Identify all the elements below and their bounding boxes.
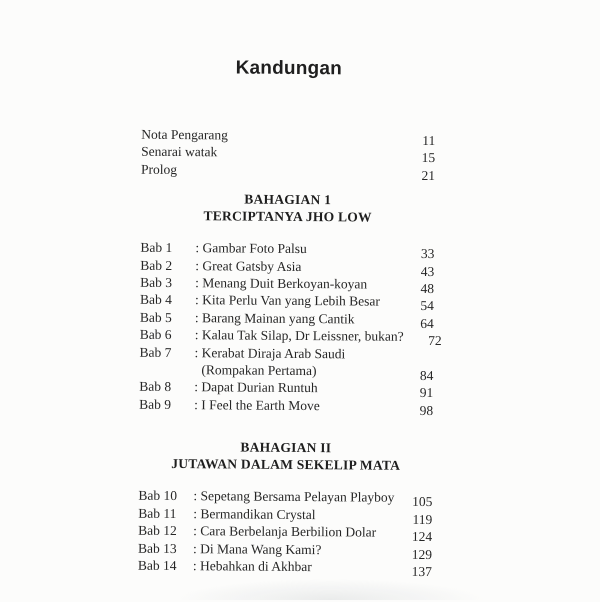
section-heading-line2: TERCIPTANYA JHO LOW bbox=[141, 207, 435, 226]
page-number: 129 bbox=[394, 545, 432, 563]
chapter-label: Bab 1 bbox=[140, 239, 195, 257]
chapter-title: : Kita Perlu Van yang Lebih Besar bbox=[195, 292, 396, 311]
toc-entry bbox=[138, 539, 432, 559]
toc-entry bbox=[140, 343, 434, 363]
chapter-label: Bab 6 bbox=[140, 326, 195, 344]
chapter-label: Bab 9 bbox=[139, 396, 194, 414]
page-number: 119 bbox=[394, 510, 432, 528]
chapter-label: Bab 4 bbox=[140, 291, 195, 309]
toc-entry bbox=[141, 143, 435, 163]
toc-entry bbox=[138, 522, 432, 542]
page-number: 33 bbox=[396, 245, 434, 263]
toc-entry bbox=[138, 504, 432, 524]
entry-label: Nota Pengarang bbox=[141, 126, 397, 145]
table-of-contents bbox=[138, 57, 436, 577]
chapter-label: Bab 10 bbox=[138, 487, 193, 505]
chapter-title: : Hebahkan di Akhbar bbox=[193, 557, 394, 576]
chapter-title: : Kerabat Diraja Arab Saudi bbox=[195, 344, 396, 363]
page-number: 98 bbox=[395, 402, 433, 420]
toc-entry bbox=[138, 487, 432, 507]
page-number: 54 bbox=[396, 297, 434, 315]
chapter-title: : Great Gatsby Asia bbox=[195, 257, 396, 276]
chapter-label: Bab 5 bbox=[140, 309, 195, 327]
page-number: 11 bbox=[397, 132, 435, 150]
chapter-title: : Cara Berbelanja Berbilion Dolar bbox=[193, 522, 394, 541]
chapter-label: Bab 13 bbox=[138, 539, 193, 557]
page-title: Kandungan bbox=[142, 57, 436, 81]
chapter-label: Bab 3 bbox=[140, 274, 195, 292]
page-number: 43 bbox=[396, 262, 434, 280]
page-number: 84 bbox=[395, 367, 433, 385]
page-number: 15 bbox=[397, 149, 435, 167]
page-number: 137 bbox=[394, 563, 432, 581]
chapter-title: : Dapat Durian Runtuh bbox=[194, 379, 395, 398]
section-heading-1 bbox=[141, 191, 435, 226]
page-number: 21 bbox=[397, 167, 435, 185]
chapter-title: : Menang Duit Berkoyan-koyan bbox=[195, 274, 396, 293]
chapter-title: : Barang Mainan yang Cantik bbox=[195, 309, 396, 328]
entry-label: Prolog bbox=[141, 161, 397, 180]
chapter-label: Bab 7 bbox=[140, 343, 195, 361]
chapter-title: : Kalau Tak Silap, Dr Leissner, bukan? bbox=[195, 326, 404, 345]
toc-entry bbox=[141, 161, 435, 181]
chapter-label: Bab 2 bbox=[140, 256, 195, 274]
page-number: 72 bbox=[404, 332, 442, 350]
chapter-title: : Sepetang Bersama Pelayan Playboy bbox=[193, 487, 394, 506]
chapter-title: : Bermandikan Crystal bbox=[193, 505, 394, 524]
page-number: 105 bbox=[394, 493, 432, 511]
section-heading-line1: BAHAGIAN 1 bbox=[141, 191, 435, 210]
page-number: 48 bbox=[396, 280, 434, 298]
chapter-title: : Gambar Foto Palsu bbox=[195, 239, 396, 258]
section-heading-2 bbox=[139, 439, 433, 474]
chapter-label: Bab 14 bbox=[138, 557, 193, 575]
section-heading-line2: JUTAWAN DALAM SEKELIP MATA bbox=[139, 456, 433, 475]
page-number: 124 bbox=[394, 528, 432, 546]
section-heading-line1: BAHAGIAN II bbox=[139, 439, 433, 458]
front-matter-list bbox=[141, 126, 435, 181]
chapter-label: Bab 8 bbox=[139, 378, 194, 396]
chapter-list-1 bbox=[139, 239, 434, 415]
chapter-title-line2: (Rompakan Pertama) bbox=[194, 361, 395, 380]
page-number: 91 bbox=[395, 384, 433, 402]
chapter-title: : Di Mana Wang Kami? bbox=[193, 540, 394, 559]
entry-label: Senarai watak bbox=[141, 143, 397, 162]
toc-entry bbox=[138, 557, 432, 577]
toc-entry-continuation bbox=[139, 361, 433, 381]
toc-entry bbox=[141, 126, 435, 146]
chapter-title: : I Feel the Earth Move bbox=[194, 396, 395, 415]
page-number: 64 bbox=[396, 315, 434, 333]
chapter-label: Bab 12 bbox=[138, 522, 193, 540]
chapter-list-2 bbox=[138, 487, 433, 576]
toc-entry bbox=[139, 396, 433, 416]
chapter-label: Bab 11 bbox=[138, 504, 193, 522]
toc-entry bbox=[139, 378, 433, 398]
